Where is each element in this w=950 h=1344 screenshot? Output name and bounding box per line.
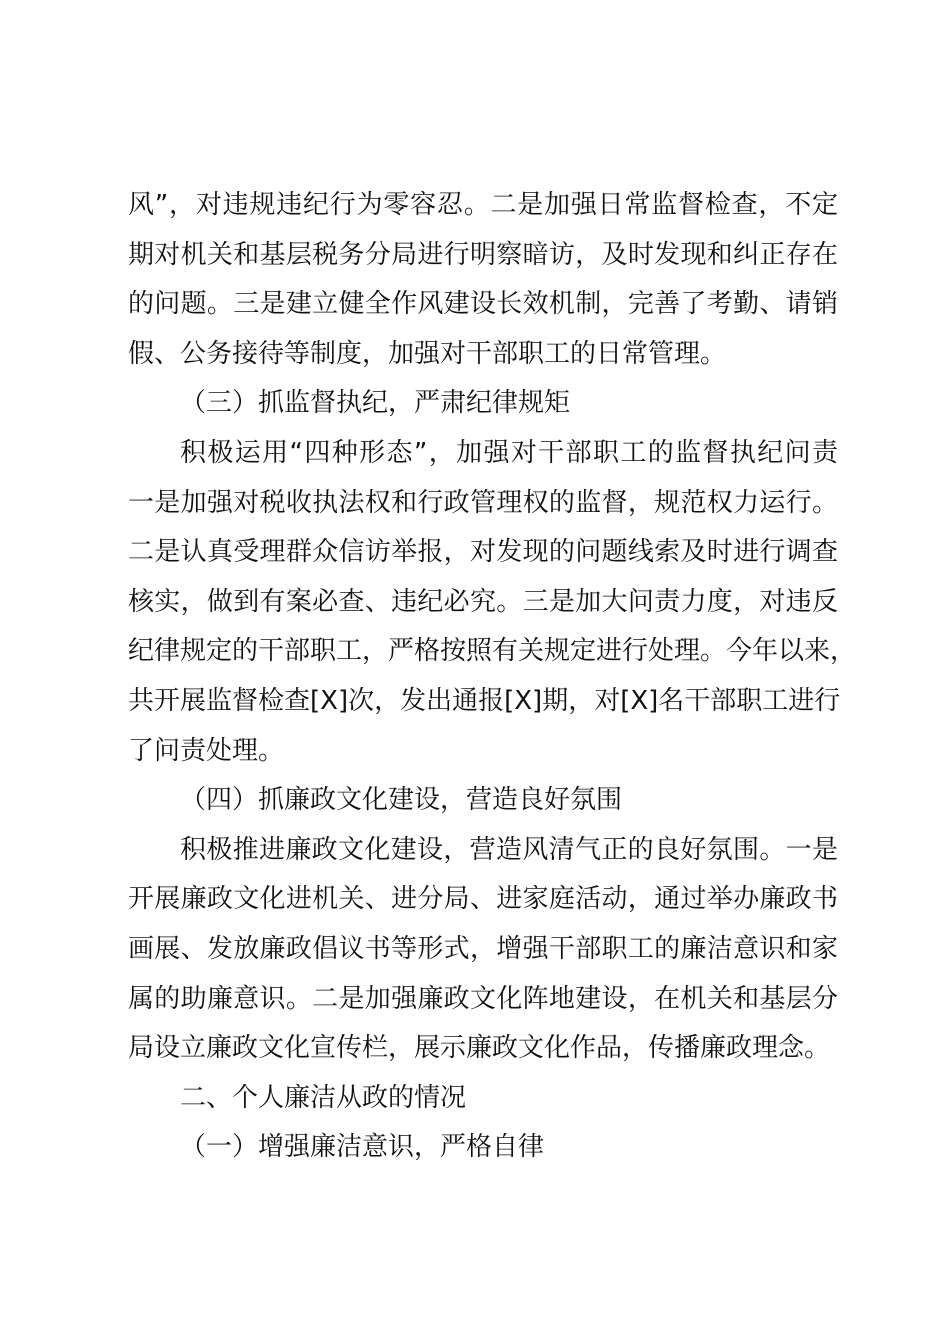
text-line: 期对机关和基层税务分局进行明察暗访，及时发现和纠正存在 <box>128 239 838 270</box>
text-line: 二、个人廉洁从政的情况 <box>180 1082 467 1113</box>
text-line: 共开展监督检查[X]次，发出通报[X]期，对[X]名干部职工进行 <box>128 685 841 716</box>
text-line: （三）抓监督执纪，严肃纪律规矩 <box>180 388 571 419</box>
text-line: （一）增强廉洁意识，严格自律 <box>180 1132 545 1163</box>
text-line: （四）抓廉政文化建设，营造良好氛围 <box>180 785 623 816</box>
text-line: 核实，做到有案必查、违纪必究。三是加大问责力度，对违反 <box>128 586 838 617</box>
text-line: 一是加强对税收执法权和行政管理权的监督，规范权力运行。 <box>128 487 838 518</box>
text-line: 二是认真受理群众信访举报，对发现的问题线索及时进行调查 <box>128 537 838 568</box>
text-line: 开展廉政文化进机关、进分局、进家庭活动，通过举办廉政书 <box>128 884 838 915</box>
text-line: 属的助廉意识。二是加强廉政文化阵地建设，在机关和基层分 <box>128 983 838 1014</box>
text-line: 局设立廉政文化宣传栏，展示廉政文化作品，传播廉政理念。 <box>128 1033 831 1064</box>
text-line: 了问责处理。 <box>128 735 285 766</box>
body-text <box>128 181 857 1173</box>
text-line: 积极推进廉政文化建设，营造风清气正的良好氛围。一是 <box>180 834 838 865</box>
text-line: 的问题。三是建立健全作风建设长效机制，完善了考勤、请销 <box>128 289 838 320</box>
text-line: 纪律规定的干部职工，严格按照有关规定进行处理。今年以来， <box>128 636 857 667</box>
text-line: 积极运用“四种形态”，加强对干部职工的监督执纪问责 <box>180 437 838 468</box>
text-line: 风”，对违规违纪行为零容忍。二是加强日常监督检查，不定 <box>128 190 838 220</box>
text-line: 假、公务接待等制度，加强对干部职工的日常管理。 <box>128 338 727 369</box>
text-line: 画展、发放廉政倡议书等形式，增强干部职工的廉洁意识和家 <box>128 933 838 964</box>
